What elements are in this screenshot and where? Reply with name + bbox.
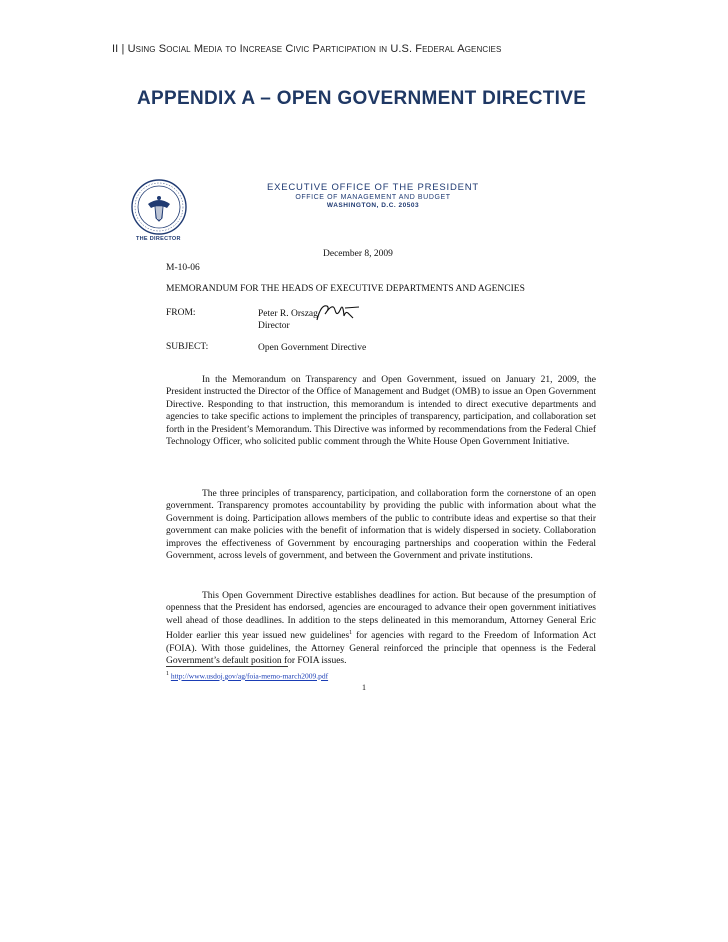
- memo-date: December 8, 2009: [323, 249, 393, 259]
- memo-paragraph-2: The three principles of transparency, participation, and collaboration form the cornerstone of an open government. Transparency promotes accountability by providing the public with information about what the Government is doing. Participation allows members of the public to contribute ideas and expertise so that their government can make policies with the benefit of information that is widely dispersed in society. Collaboration improves the effectiveness of Government by encouraging partnerships and cooperation within the Federal Government, across levels of government, and between the Government and private institutions.: [166, 489, 596, 562]
- memo-paragraph-1: In the Memorandum on Transparency and Open Government, issued on January 21, 2009, the President instructed the Director of the Office of Management and Budget (OMB) to issue an Open Government Directive. Responding to that instruction, this memorandum is intended to direct executive departments and agencies to take specific actions to implement the principles of transparency, participation, and collaboration set forth in the President’s Memorandum. This Directive was informed by recommendations from the Federal Chief Technology Officer, who solicited public comment through the White House Open Government Initiative.: [166, 375, 596, 448]
- from-name: Peter R. Orszag: [258, 309, 318, 319]
- from-value: [258, 308, 318, 332]
- memo-number: M-10-06: [166, 263, 200, 273]
- seal-caption: THE DIRECTOR: [136, 236, 181, 242]
- para3-text-before: This Open Government Directive establishes deadlines for action. But because of the presumption of openness that the President has endorsed, agencies are encouraged to advance their open government initiatives well ahead of those deadlines. In addition to the steps delineated in this memorandum, Attorney General Eric Holder earlier this year issued new guidelines: [166, 591, 596, 642]
- memo-scan: [118, 170, 598, 730]
- subject-label: SUBJECT:: [166, 342, 209, 352]
- letterhead-line-3: WASHINGTON, D.C. 20503: [326, 202, 420, 209]
- letterhead-line-1: EXECUTIVE OFFICE OF THE PRESIDENT: [266, 182, 480, 193]
- header-page-number: II: [112, 43, 119, 55]
- header-separator: |: [121, 43, 125, 55]
- footnote-link[interactable]: http://www.usdoj.gov/ag/foia-memo-march2009.pdf: [170, 671, 329, 681]
- signature-icon: [315, 300, 360, 326]
- presidential-seal-icon: [130, 178, 188, 236]
- footnote-reference: 1: [349, 630, 353, 637]
- from-label: FROM:: [166, 308, 196, 318]
- footnote-number: 1: [166, 671, 169, 677]
- memo-addressees: MEMORANDUM FOR THE HEADS OF EXECUTIVE DEPARTMENTS AND AGENCIES: [166, 284, 525, 294]
- para3-text-after: for agencies with regard to the Freedom of Information Act (FOIA). With those guidelines, the Attorney General reinforced the principle that openness is the Federal Government’s default position for FOIA issues.: [166, 631, 596, 667]
- running-header: [112, 43, 501, 55]
- header-title: Using Social Media to Increase Civic Participation in U.S. Federal Agencies: [127, 43, 502, 55]
- memo-paragraph-3: [166, 590, 596, 668]
- subject-value: Open Government Directive: [258, 343, 367, 353]
- memo-page-number: 1: [362, 683, 366, 692]
- footnote: [166, 671, 328, 681]
- letterhead: [258, 182, 488, 209]
- footnote-divider: [166, 666, 288, 667]
- appendix-title: APPENDIX A – OPEN GOVERNMENT DIRECTIVE: [137, 88, 587, 109]
- letterhead-line-2: OFFICE OF MANAGEMENT AND BUDGET: [295, 194, 451, 201]
- from-title: Director: [258, 321, 290, 331]
